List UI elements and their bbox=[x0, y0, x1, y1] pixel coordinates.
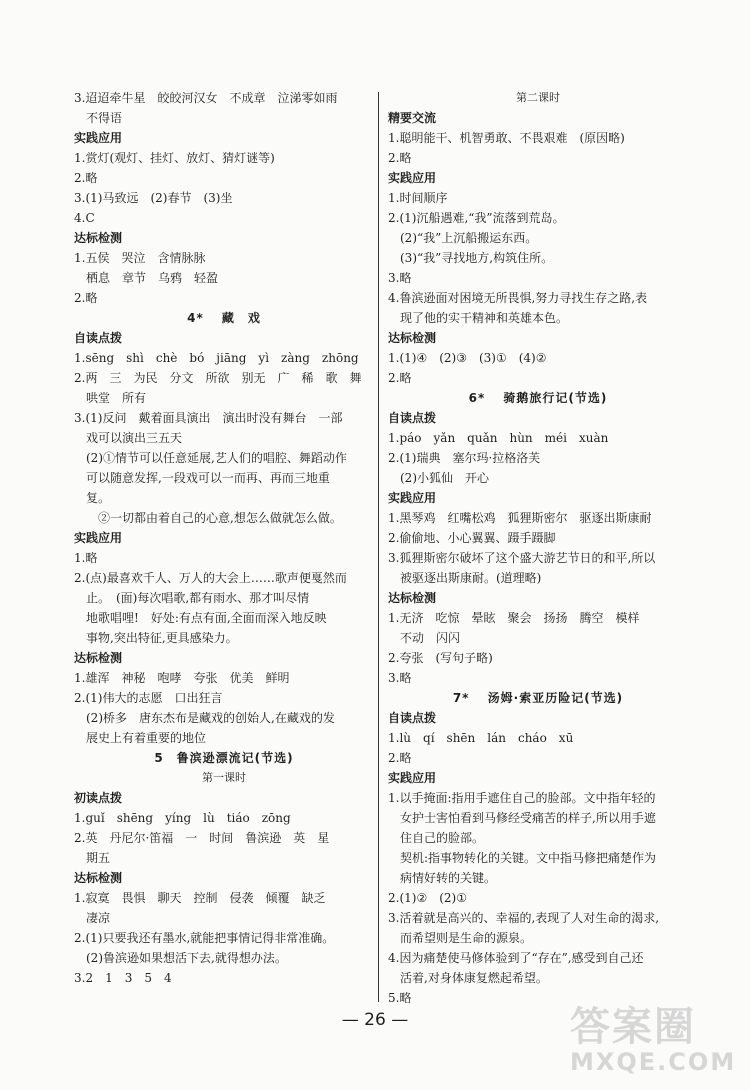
left-line-19: 可以随意发挥,一段戏可以一而再、再而三地重 bbox=[86, 471, 330, 485]
left-line-30: 2.(1)伟大的志愿 口出狂言 bbox=[74, 691, 223, 705]
right-line-21: 1.黑琴鸡 红嘴松鸡 狐狸斯密尔 驱逐出斯康耐 bbox=[388, 511, 652, 525]
right-line-31: 自读点拨 bbox=[388, 711, 437, 725]
left-line-42: 2.(1)只要我还有墨水,就能把事情记得非常准确。 bbox=[74, 931, 335, 945]
right-line-10: 4.鲁滨逊面对困境无所畏惧,努力寻找生存之路,表 bbox=[388, 291, 648, 305]
watermark-logo bbox=[570, 1005, 740, 1085]
right-line-36: 女护士害怕看到马修经受痛苦的样子,所以用手遮 bbox=[400, 811, 656, 825]
left-line-7: 达标检测 bbox=[74, 231, 123, 245]
right-line-2: 1.聪明能干、机智勇敢、不畏艰难 (原因略) bbox=[388, 131, 625, 145]
left-line-24: 2.(点)最喜欢千人、万人的大会上……歌声便戛然而 bbox=[74, 571, 347, 585]
left-line-5: 3.(1)马致远 (2)春节 (3)坐 bbox=[74, 191, 233, 205]
right-line-19: (2)小狐仙 开心 bbox=[400, 471, 489, 485]
left-line-17: 戏可以演出三五天 bbox=[86, 431, 183, 445]
right-line-16: 自读点拨 bbox=[388, 411, 437, 425]
page-number: — 26 — bbox=[341, 1010, 409, 1030]
left-line-28: 达标检测 bbox=[74, 651, 123, 665]
left-line-3: 1.赏灯(观灯、挂灯、放灯、猜灯谜等) bbox=[74, 151, 275, 165]
right-line-27: 不动 闪闪 bbox=[400, 631, 461, 645]
right-line-34: 实践应用 bbox=[388, 771, 437, 785]
right-line-40: 2.(1)② (2)① bbox=[388, 891, 467, 905]
left-line-37: 2.英 丹尼尔·笛福 一 时间 鲁滨逊 英 星 bbox=[74, 831, 330, 845]
left-line-27: 事物,突出特征,更具感染力。 bbox=[86, 631, 238, 645]
right-line-29: 3.略 bbox=[388, 671, 412, 685]
left-line-41: 凄凉 bbox=[86, 911, 111, 925]
left-line-18: (2)①情节可以任意延展,艺人们的唱腔、舞蹈动作 bbox=[86, 451, 347, 465]
right-line-15: 6* 骑鹅旅行记(节选) bbox=[468, 391, 608, 405]
right-line-38: 契机:指事物转化的关键。文中指马修把痛楚作为 bbox=[400, 851, 657, 865]
right-line-1: 精要交流 bbox=[388, 111, 437, 125]
right-line-11: 现了他的实干精神和英雄本色。 bbox=[400, 311, 569, 325]
right-line-42: 而希望则是生命的源泉。 bbox=[400, 931, 533, 945]
left-column bbox=[74, 88, 374, 988]
left-line-23: 1.略 bbox=[74, 551, 98, 565]
right-line-5: 1.时间顺序 bbox=[388, 191, 448, 205]
left-line-22: 实践应用 bbox=[74, 531, 123, 545]
right-column bbox=[388, 88, 688, 1008]
right-line-14: 2.略 bbox=[388, 371, 412, 385]
left-line-12: 自读点拨 bbox=[74, 331, 123, 345]
right-line-20: 实践应用 bbox=[388, 491, 437, 505]
left-line-20: 复。 bbox=[86, 491, 111, 505]
left-line-2: 实践应用 bbox=[74, 131, 123, 145]
right-line-18: 2.(1)瑞典 塞尔玛·拉格洛芙 bbox=[388, 451, 541, 465]
right-line-35: 1.以手掩面:指用手遮住自己的脸部。文中指年轻的 bbox=[388, 791, 656, 805]
watermark-cn: 答案圈 bbox=[570, 1004, 696, 1050]
left-line-25: 止。 (面)每次唱歌,都有雨水、那才叫尽情 bbox=[86, 591, 310, 605]
left-line-13: 1.sēng shì chè bó jiāng yì zàng zhōng bbox=[74, 351, 359, 365]
left-line-29: 1.雄浑 神秘 咆哮 夸张 优美 鲜明 bbox=[74, 671, 290, 685]
left-line-6: 4.C bbox=[74, 211, 95, 225]
right-line-45: 5.略 bbox=[388, 991, 412, 1005]
left-line-40: 1.寂寞 畏惧 聊天 控制 侵袭 倾覆 缺乏 bbox=[74, 891, 326, 905]
left-line-31: (2)桥多 唐东杰布是藏戏的创始人,在藏戏的发 bbox=[86, 711, 335, 725]
right-line-0: 第二课时 bbox=[516, 91, 560, 104]
left-line-36: 1.guǐ shēng yíng lù tiáo zōng bbox=[74, 811, 291, 825]
right-line-32: 1.lù qí shēn lán cháo xū bbox=[388, 731, 574, 745]
right-line-28: 2.夸张 (写句子略) bbox=[388, 651, 493, 665]
left-line-4: 2.略 bbox=[74, 171, 98, 185]
right-line-24: 被驱逐出斯康耐。(道理略) bbox=[400, 571, 542, 585]
left-line-10: 2.略 bbox=[74, 291, 98, 305]
right-line-7: (2)“我”上沉船搬运东西。 bbox=[400, 231, 538, 245]
left-line-35: 初读点拨 bbox=[74, 791, 123, 805]
right-line-41: 3.活着就是高兴的、幸福的,表现了人对生命的渴求, bbox=[388, 911, 660, 925]
left-line-38: 期五 bbox=[86, 851, 111, 865]
right-line-43: 4.因为痛楚使马修体验到了“存在”,感受到自己还 bbox=[388, 951, 644, 965]
left-line-15: 哄堂 所有 bbox=[86, 391, 147, 405]
right-line-4: 实践应用 bbox=[388, 171, 437, 185]
left-line-34: 第一课时 bbox=[202, 771, 246, 784]
left-line-43: (2)鲁滨逊如果想活下去,就得想办法。 bbox=[86, 951, 287, 965]
right-line-12: 达标检测 bbox=[388, 331, 437, 345]
left-line-32: 展史上有着重要的地位 bbox=[86, 731, 207, 745]
left-line-21: ②一切都由着自己的心意,想怎么做就怎么做。 bbox=[86, 511, 342, 525]
left-line-33: 5 鲁滨逊漂流记(节选) bbox=[154, 751, 294, 765]
left-line-11: 4* 藏 戏 bbox=[187, 311, 261, 325]
right-line-30: 7* 汤姆·索亚历险记(节选) bbox=[452, 691, 624, 705]
left-line-14: 2.两 三 为民 分文 所欲 别无 广 稀 歌 舞 bbox=[74, 371, 362, 385]
right-line-9: 3.略 bbox=[388, 271, 412, 285]
left-line-8: 1.五侯 哭泣 含情脉脉 bbox=[74, 251, 206, 265]
left-line-39: 达标检测 bbox=[74, 871, 123, 885]
right-line-22: 2.偷偷地、小心翼翼、蹑手蹑脚 bbox=[388, 531, 556, 545]
right-line-33: 2.略 bbox=[388, 751, 412, 765]
left-line-1: 不得语 bbox=[86, 111, 123, 125]
right-line-17: 1.páo yǎn quǎn hùn méi xuàn bbox=[388, 431, 609, 445]
column-divider bbox=[378, 92, 379, 1002]
right-line-39: 病情好转的关键。 bbox=[400, 871, 497, 885]
left-line-9: 栖息 章节 乌鸦 轻盈 bbox=[86, 271, 219, 285]
right-line-8: (3)“我”寻找地方,构筑住所。 bbox=[400, 251, 554, 265]
left-line-16: 3.(1)反问 戴着面具演出 演出时没有舞台 一部 bbox=[74, 411, 343, 425]
left-line-44: 3.2 1 3 5 4 bbox=[74, 971, 172, 985]
right-line-26: 1.无济 吃惊 晕眩 聚会 扬扬 腾空 模样 bbox=[388, 611, 640, 625]
left-line-26: 地歌唱哩! 好处:有点有面,全面而深入地反映 bbox=[86, 611, 327, 625]
right-line-44: 活着,对身体康复燃起希望。 bbox=[400, 971, 548, 985]
right-line-25: 达标检测 bbox=[388, 591, 437, 605]
right-line-23: 3.狐狸斯密尔破坏了这个盛大游艺节日的和平,所以 bbox=[388, 551, 656, 565]
right-line-3: 2.略 bbox=[388, 151, 412, 165]
right-line-6: 2.(1)沉船遇难,“我”流落到荒岛。 bbox=[388, 211, 565, 225]
left-line-0: 3.迢迢牵牛星 皎皎河汉女 不成章 泣涕零如雨 bbox=[74, 91, 338, 105]
right-line-37: 住自己的脸部。 bbox=[400, 831, 485, 845]
watermark-en: MXQE.COM bbox=[570, 1048, 737, 1076]
right-line-13: 1.(1)④ (2)③ (3)① (4)② bbox=[388, 351, 547, 365]
